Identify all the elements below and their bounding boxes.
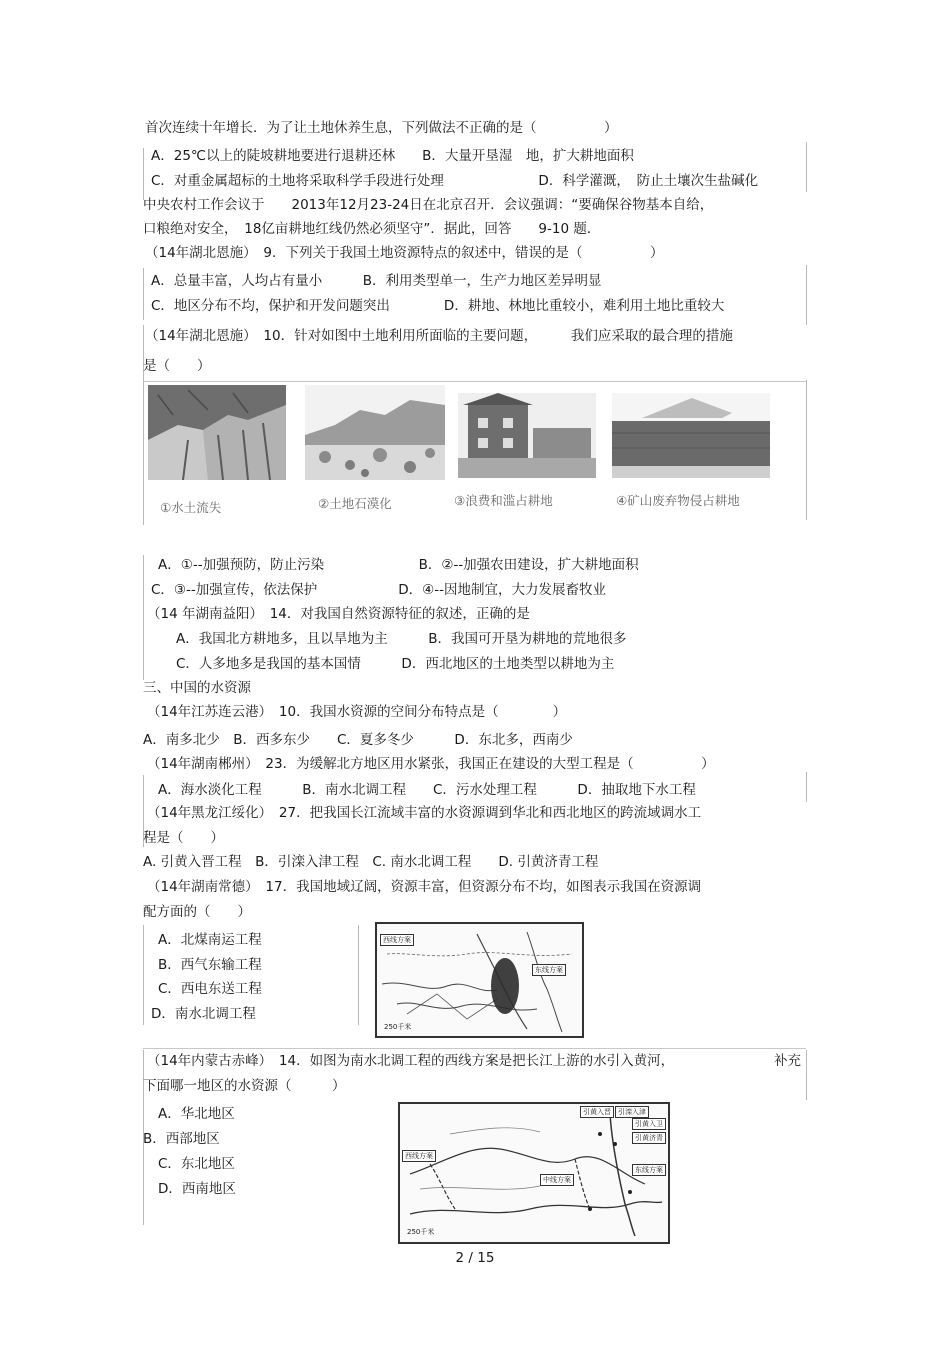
question-10b: （14年江苏连云港） 10．我国水资源的空间分布特点是（ ） [147, 704, 567, 720]
option-a: A．北煤南运工程 [158, 932, 262, 948]
map-label: 引滦入津 [615, 1106, 649, 1118]
map-label: 中线方案 [540, 1174, 574, 1186]
stem-line: 程是（ ） [143, 830, 224, 846]
question-23: （14年湖南郴州） 23．为缓解北方地区用水紧张，我国正在建设的大型工程是（ ） [147, 756, 715, 772]
border-line [143, 325, 144, 525]
option-line: A．我国北方耕地多，且以旱地为主 B．我国可开垦为耕地的荒地很多 [176, 631, 627, 647]
option-d: D．西南地区 [158, 1181, 236, 1197]
border-line [143, 925, 144, 1025]
stem-line: 下面哪一地区的水资源（ ） [143, 1078, 346, 1094]
border-line [143, 555, 144, 680]
caption-2: ②土地石漠化 [318, 496, 392, 511]
option-line: A．南多北少 B．西多东少 C．夏多冬少 D．东北多，西南少 [143, 732, 573, 748]
question-9: （14年湖北恩施） 9．下列关于我国土地资源特点的叙述中，错误的是（ ） [145, 245, 664, 261]
stem-line: 配方面的（ ） [143, 904, 251, 920]
map-label: 西线方案 [402, 1150, 436, 1162]
question-14b: （14年内蒙古赤峰） 14．如图为南水北调工程的西线方案是把长江上游的水引入黄河， [147, 1053, 675, 1069]
map-label: 引黄入晋 [580, 1106, 614, 1118]
border-line [806, 380, 807, 520]
border-line [806, 772, 807, 802]
photo-soil-erosion [148, 385, 286, 480]
border-line [358, 925, 359, 1025]
stem-line: 中央农村工作会议于 2013年12月23-24日在北京召开．会议强调：“要确保谷物基本自给， [143, 197, 714, 213]
map-label: 东线方案 [532, 964, 566, 976]
border-line [806, 1050, 807, 1100]
question-10: （14年湖北恩施） 10．针对如图中土地利用所面临的主要问题， 我们应采取的最合理的措施 [145, 328, 733, 344]
option-c: C．东北地区 [158, 1156, 235, 1172]
photo-farmland-misuse [458, 393, 596, 478]
map-label: 东线方案 [632, 1164, 666, 1176]
map-resource-allocation [375, 922, 584, 1038]
map-label: 西线方案 [380, 934, 414, 946]
map-scale: 250千米 [384, 1023, 412, 1031]
border-line [143, 1048, 806, 1049]
option-d: D．南水北调工程 [151, 1006, 256, 1022]
map-label: 引黄入卫 [632, 1118, 666, 1130]
option-a: A．华北地区 [158, 1106, 235, 1122]
caption-3: ③浪费和滥占耕地 [454, 493, 553, 508]
page-number: 2 / 15 [455, 1250, 495, 1266]
border-line [806, 142, 807, 192]
option-line: A．①--加强预防，防止污染 B．②--加强农田建设，扩大耕地面积 [158, 557, 639, 573]
border-line [143, 381, 806, 382]
map-scale: 250千米 [407, 1228, 435, 1236]
border-line [143, 148, 144, 200]
border-line [806, 265, 807, 325]
option-line: C．地区分布不均，保护和开发问题突出 D．耕地、林地比重较小，难利用土地比重较大 [151, 298, 725, 314]
caption-1: ①水土流失 [160, 500, 222, 515]
option-line: A. 引黄入晋工程 B．引滦入津工程 C. 南水北调工程 D. 引黄济青工程 [143, 854, 599, 870]
question-17: （14年湖南常德） 17．我国地域辽阔，资源丰富，但资源分布不均，如图表示我国在资源调 [147, 879, 702, 895]
option-b: B．西气东输工程 [158, 957, 262, 973]
option-line: A．25℃以上的陡坡耕地要进行退耕还林 B．大量开垦湿 地，扩大耕地面积 [151, 148, 634, 164]
stem-line: 是（ ） [143, 358, 211, 374]
option-b: B．西部地区 [143, 1131, 220, 1147]
option-c: C．西电东送工程 [158, 981, 262, 997]
caption-4: ④矿山废弃物侵占耕地 [616, 493, 740, 508]
map-south-north-water-diversion [398, 1102, 670, 1244]
stem-line: 首次连续十年增长．为了让土地休养生息，下列做法不正确的是（ ） [145, 120, 618, 136]
map-label: 引黄济青 [632, 1132, 666, 1144]
question-27: （14年黑龙江绥化） 27．把我国长江流域丰富的水资源调到华北和西北地区的跨流域调水工 [147, 805, 702, 821]
option-line: C．对重金属超标的土地将采取科学手段进行处理 D．科学灌溉， 防止土壤次生盐碱化 [151, 173, 759, 189]
question-14: （14 年湖南益阳） 14．对我国自然资源特征的叙述，正确的是 [147, 606, 530, 622]
section-heading: 三、中国的水资源 [143, 680, 251, 696]
stem-line: 口粮绝对安全， 18亿亩耕地红线仍然必须坚守”．据此，回答 9-10 题． [143, 221, 601, 237]
option-line: C．③--加强宣传，依法保护 D．④--因地制宜，大力发展畜牧业 [151, 582, 607, 598]
option-line: A．总量丰富，人均占有量小 B．利用类型单一，生产力地区差异明显 [151, 273, 602, 289]
option-line: A．海水淡化工程 B．南水北调工程 C．污水处理工程 D．抽取地下水工程 [158, 782, 696, 798]
option-line: C．人多地多是我国的基本国情 D．西北地区的土地类型以耕地为主 [176, 656, 615, 672]
photo-mine-waste [612, 393, 770, 478]
photo-rocky-desertification [305, 385, 445, 480]
border-line [143, 268, 144, 320]
stem-line: 补充 [774, 1053, 801, 1069]
